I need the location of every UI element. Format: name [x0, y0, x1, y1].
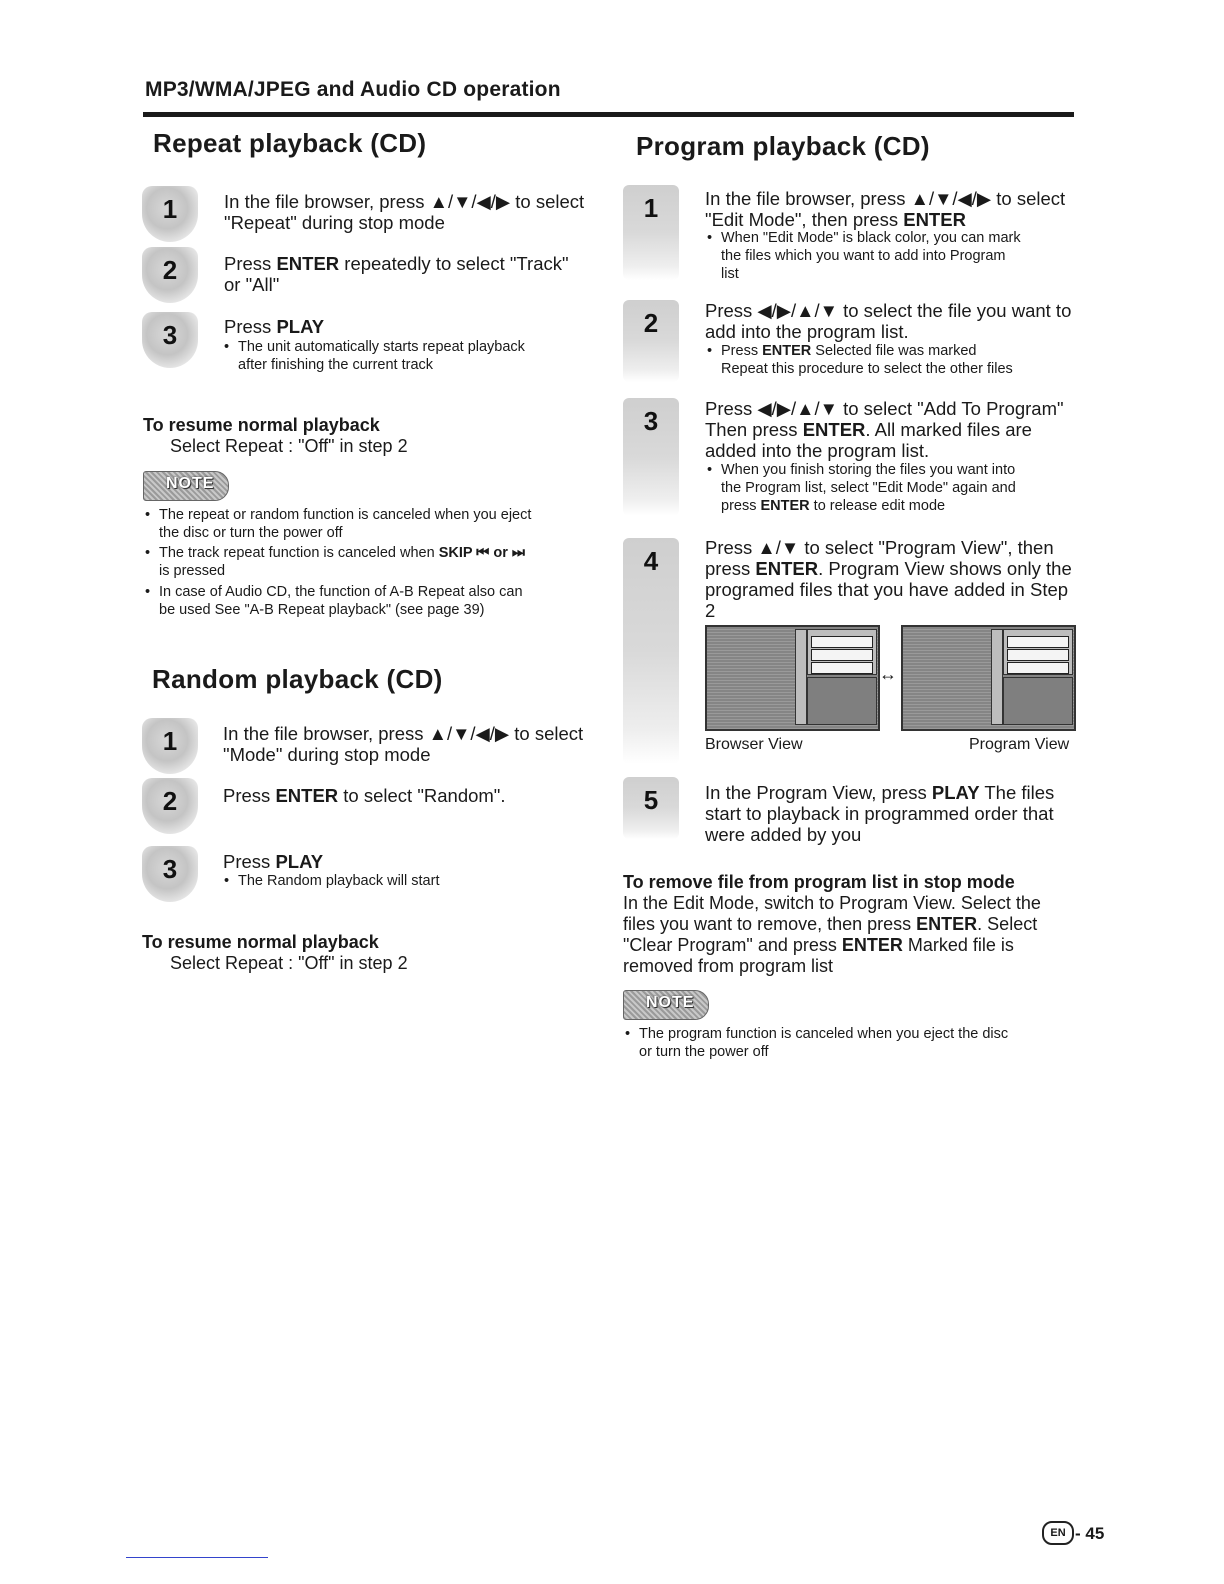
section-header: MP3/WMA/JPEG and Audio CD operation [145, 78, 561, 101]
browser-view-screenshot [705, 625, 880, 731]
repeat-step-3-bullet: • The unit automatically starts repeat playback after finishing the current track [224, 339, 525, 373]
repeat-step-2-text: Press ENTER repeatedly to select "Track" or "All" [224, 253, 569, 295]
note-badge-2: NOTE [623, 990, 709, 1020]
program-step-3-bullet: • When you finish storing the files you want into the Program list, select "Edit Mode" again and press ENTER to release edit mode [707, 462, 1016, 514]
random-step-3-badge: 3 [142, 846, 198, 902]
program-step-3-text: Press ◀/▶/▲/▼ to select "Add To Program" Then press ENTER. All marked files are added into the program list. [705, 398, 1064, 461]
note1-item-1: • The repeat or random function is canceled when you eject the disc or turn the power off [145, 507, 532, 541]
repeat-resume-title: To resume normal playback [143, 415, 380, 435]
program-step-1-bullet: • When "Edit Mode" is black color, you can mark the files which you want to add into Program list [707, 230, 1021, 282]
repeat-step-1-badge: 1 [142, 186, 198, 242]
random-step-1-badge: 1 [142, 718, 198, 774]
note-badge: NOTE [143, 471, 229, 501]
random-step-3-bullet: • The Random playback will start [224, 873, 440, 889]
program-title: Program playback (CD) [636, 131, 930, 161]
program-step-5-badge: 5 [623, 777, 679, 839]
note1-item-2: • The track repeat function is canceled when SKIP ⏮ or ⏭ is pressed [145, 545, 525, 579]
program-step-2-text: Press ◀/▶/▲/▼ to select the file you want to add into the program list. [705, 300, 1072, 342]
program-step-1-badge: 1 [623, 185, 679, 280]
page-number: - 45 [1075, 1524, 1105, 1543]
remove-text: In the Edit Mode, switch to Program View. Select the files you want to remove, then press ENTER. Select "Clear Program" and press ENTER Marked file is removed from program list [623, 893, 1041, 976]
program-step-4-text: Press ▲/▼ to select "Program View", then press ENTER. Program View shows only the programed files that you have added in Step 2 [705, 537, 1072, 621]
browser-view-caption: Browser View [705, 736, 803, 753]
random-step-1-text: In the file browser, press ▲/▼/◀/▶ to select "Mode" during stop mode [223, 723, 584, 765]
random-step-3-text: Press PLAY [223, 851, 324, 872]
repeat-resume-text: Select Repeat : "Off" in step 2 [170, 436, 408, 456]
footer-line [126, 1557, 268, 1558]
random-step-2-text: Press ENTER to select "Random". [223, 785, 506, 806]
repeat-step-3-badge: 3 [142, 312, 198, 368]
program-view-caption: Program View [969, 736, 1070, 753]
repeat-title: Repeat playback (CD) [153, 128, 427, 158]
program-view-screenshot [901, 625, 1076, 731]
random-step-2-badge: 2 [142, 778, 198, 834]
header-rule [143, 112, 1074, 117]
random-resume-title: To resume normal playback [142, 932, 379, 952]
repeat-step-3-text: Press PLAY [224, 316, 325, 337]
random-title: Random playback (CD) [152, 664, 443, 694]
program-step-2-bullet: • Press ENTER Selected file was marked Repeat this procedure to select the other files [707, 343, 1013, 377]
note2-item: • The program function is canceled when you eject the disc or turn the power off [625, 1026, 1009, 1060]
remove-title: To remove file from program list in stop mode [623, 872, 1015, 892]
program-step-1-text: In the file browser, press ▲/▼/◀/▶ to select "Edit Mode", then press ENTER [705, 188, 1066, 230]
language-badge: EN [1042, 1521, 1074, 1545]
program-step-4-badge: 4 [623, 538, 679, 764]
program-step-3-badge: 3 [623, 398, 679, 516]
program-step-5-text: In the Program View, press PLAY The files start to playback in programmed order that were added by you [705, 782, 1055, 845]
note1-item-3: • In case of Audio CD, the function of A-B Repeat also can be used See "A-B Repeat playback" (see page 39) [145, 584, 523, 618]
repeat-step-2-badge: 2 [142, 247, 198, 303]
random-resume-text: Select Repeat : "Off" in step 2 [170, 953, 408, 973]
program-step-2-badge: 2 [623, 300, 679, 382]
switch-arrow: ↔ [879, 664, 897, 684]
repeat-step-1-text: In the file browser, press ▲/▼/◀/▶ to select "Repeat" during stop mode [224, 191, 585, 233]
